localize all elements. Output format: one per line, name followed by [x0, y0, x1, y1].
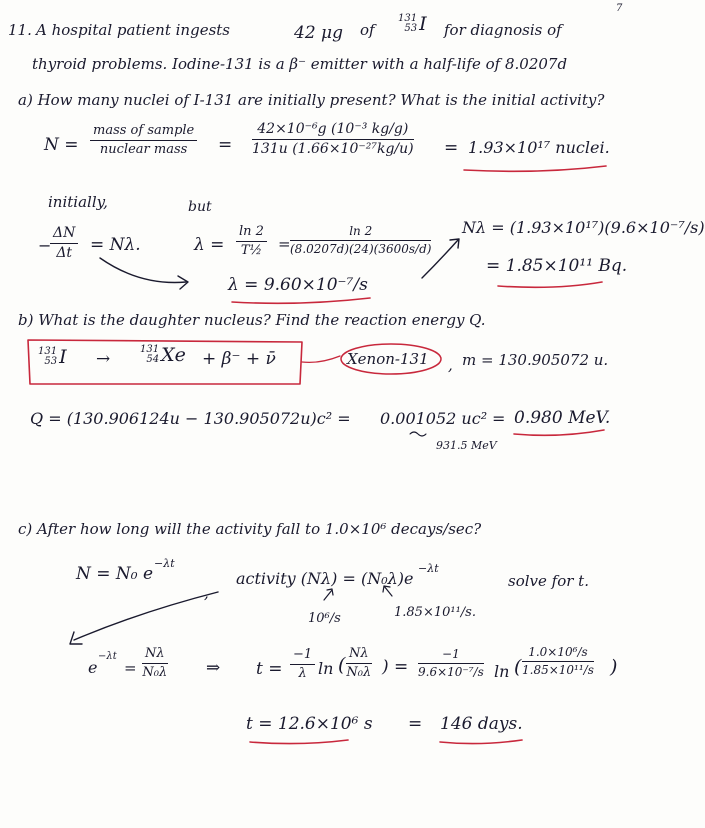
- fraction-denominator: nuclear mass: [99, 142, 188, 158]
- parent-mass-number: 131: [38, 346, 58, 357]
- initially-label: initially,: [48, 193, 108, 211]
- time-in-days-result: 146 days.: [440, 714, 523, 734]
- underline-q-result: [514, 430, 604, 435]
- decay-products: + β⁻ + ν̄: [202, 349, 276, 369]
- fraction-numerator: ln 2: [236, 225, 267, 242]
- parent-symbol: I: [59, 346, 67, 368]
- fraction-denominator: λ: [298, 666, 307, 682]
- daughter-symbol: Xe: [161, 344, 186, 366]
- underline-time-result: [250, 740, 348, 744]
- q-value-equation: Q = (130.906124u − 130.905072u)c² =: [30, 409, 351, 428]
- up-arrow-icon: [324, 590, 332, 600]
- activity-equation: Nλ = (1.93×10¹⁷)(9.6×10⁻⁷/s): [462, 218, 705, 237]
- iodine-atomic-number: 53: [404, 23, 418, 34]
- squiggle-mark: [410, 432, 426, 436]
- equals-sign: ) =: [382, 657, 409, 677]
- fraction-numerator: ΔN: [50, 226, 78, 244]
- fraction-denominator: T½: [240, 243, 263, 259]
- up-arrow-icon: [384, 586, 392, 596]
- open-paren: (: [338, 654, 346, 676]
- daughter-atomic-number: 54: [146, 354, 160, 365]
- decay-rate-equation: = Nλ.: [90, 235, 141, 255]
- ln-label: ln: [494, 662, 510, 681]
- xenon-oval: [341, 344, 441, 374]
- equals-sign: =: [218, 135, 233, 155]
- fraction-numerator: 1.0×10⁶/s: [522, 646, 594, 662]
- q-value-result: 0.980 MeV.: [514, 408, 611, 428]
- underline-lambda-result: [232, 298, 370, 303]
- curved-arrow-icon: [100, 258, 186, 283]
- problem-number: 11.: [8, 21, 32, 39]
- equals-sign: =: [444, 138, 459, 158]
- iodine-mass-number: 131: [398, 13, 418, 24]
- equals-sign: =: [408, 714, 423, 734]
- xenon-mass: m = 130.905072 u.: [462, 351, 609, 369]
- problem-mass: 42 μg: [294, 23, 343, 43]
- fraction-denominator: Δt: [56, 245, 73, 262]
- lambda-equals: λ =: [194, 235, 225, 255]
- fraction-numerator: 42×10⁻⁶g (10⁻³ kg/g): [252, 122, 414, 140]
- daughter-name: Xenon-131: [347, 350, 429, 368]
- fraction-denominator: (8.0207d)(24)(3600s/d): [290, 242, 432, 257]
- part-a-question: a) How many nuclei of I-131 are initially present? What is the initial activity?: [18, 91, 605, 109]
- but-label: but: [188, 199, 212, 215]
- fraction-denominator: 9.6×10⁻⁷/s: [418, 665, 484, 680]
- exp-lhs: e: [88, 658, 98, 677]
- exp-lhs-exponent: −λt: [98, 651, 117, 662]
- part-b-question: b) What is the daughter nucleus? Find the reaction energy Q.: [18, 311, 486, 329]
- equals-sign: =: [124, 659, 137, 677]
- n-equals-label: N =: [44, 135, 79, 155]
- curved-arrow-icon: [74, 592, 218, 640]
- time-result: t = 12.6×10⁶ s: [246, 714, 373, 734]
- equals-sign: =: [492, 409, 506, 428]
- solve-for-t: solve for t.: [508, 572, 589, 590]
- fraction-denominator: 1.85×10¹¹/s: [522, 663, 594, 678]
- box-to-oval-connector: [302, 356, 340, 362]
- lambda-result: λ = 9.60×10⁻⁷/s: [228, 275, 368, 295]
- initial-activity-result: = 1.85×10¹¹ Bq.: [486, 256, 628, 276]
- fraction-numerator: −1: [290, 648, 315, 665]
- daughter-mass-number: 131: [140, 344, 160, 355]
- reaction-box: [28, 340, 302, 384]
- decay-law-exponent: −λt: [154, 557, 175, 570]
- iodine-symbol: I: [419, 13, 427, 35]
- activity-law-exponent: −λt: [418, 562, 439, 575]
- reaction-arrow: →: [96, 349, 111, 369]
- fraction-numerator: mass of sample: [90, 124, 197, 141]
- fraction-numerator: ln 2: [290, 225, 431, 241]
- final-activity-note: 10⁶/s: [308, 611, 341, 626]
- underline-activity-result: [498, 282, 602, 287]
- parent-atomic-number: 53: [44, 356, 58, 367]
- nuclei-count-result: 1.93×10¹⁷ nuclei.: [468, 138, 610, 157]
- fraction-denominator: 131u (1.66×10⁻²⁷kg/u): [252, 141, 414, 158]
- close-paren: ): [610, 656, 618, 678]
- underline-nuclei-result: [464, 166, 606, 171]
- problem-of: of: [360, 21, 375, 39]
- problem-line2: thyroid problems. Iodine-131 is a β⁻ emitter with a half-life of 8.0207d: [32, 55, 568, 73]
- part-c-question: c) After how long will the activity fall to 1.0×10⁶ decays/sec?: [18, 520, 482, 538]
- page-number: 7: [616, 3, 623, 14]
- open-paren: (: [514, 656, 522, 678]
- implies-arrow: ⇒: [206, 658, 221, 678]
- fraction-numerator: Nλ: [142, 647, 168, 664]
- comma: ,: [204, 584, 209, 602]
- equals-sign: =: [278, 235, 291, 253]
- problem-line1-end: for diagnosis of: [444, 21, 562, 39]
- problem-line1-start: A hospital patient ingests: [36, 21, 230, 39]
- mev-conversion-note: 931.5 MeV: [436, 439, 497, 452]
- fraction-denominator: N₀λ: [346, 665, 372, 681]
- initial-activity-note: 1.85×10¹¹/s.: [394, 605, 476, 620]
- comma: ,: [448, 356, 453, 374]
- fraction-numerator: Nλ: [346, 647, 372, 664]
- fraction-numerator: −1: [418, 648, 484, 664]
- activity-law: activity (Nλ) = (N₀λ)e: [236, 569, 414, 588]
- t-equals: t =: [256, 659, 283, 679]
- decay-law: N = N₀ e: [76, 564, 154, 584]
- underline-days-result: [440, 740, 522, 744]
- ln-label: ln: [318, 659, 334, 678]
- q-value-mass-units: 0.001052 uc²: [380, 409, 488, 428]
- minus-sign: −: [38, 236, 52, 255]
- fraction-denominator: N₀λ: [142, 665, 168, 681]
- curved-arrow-icon: [422, 240, 458, 278]
